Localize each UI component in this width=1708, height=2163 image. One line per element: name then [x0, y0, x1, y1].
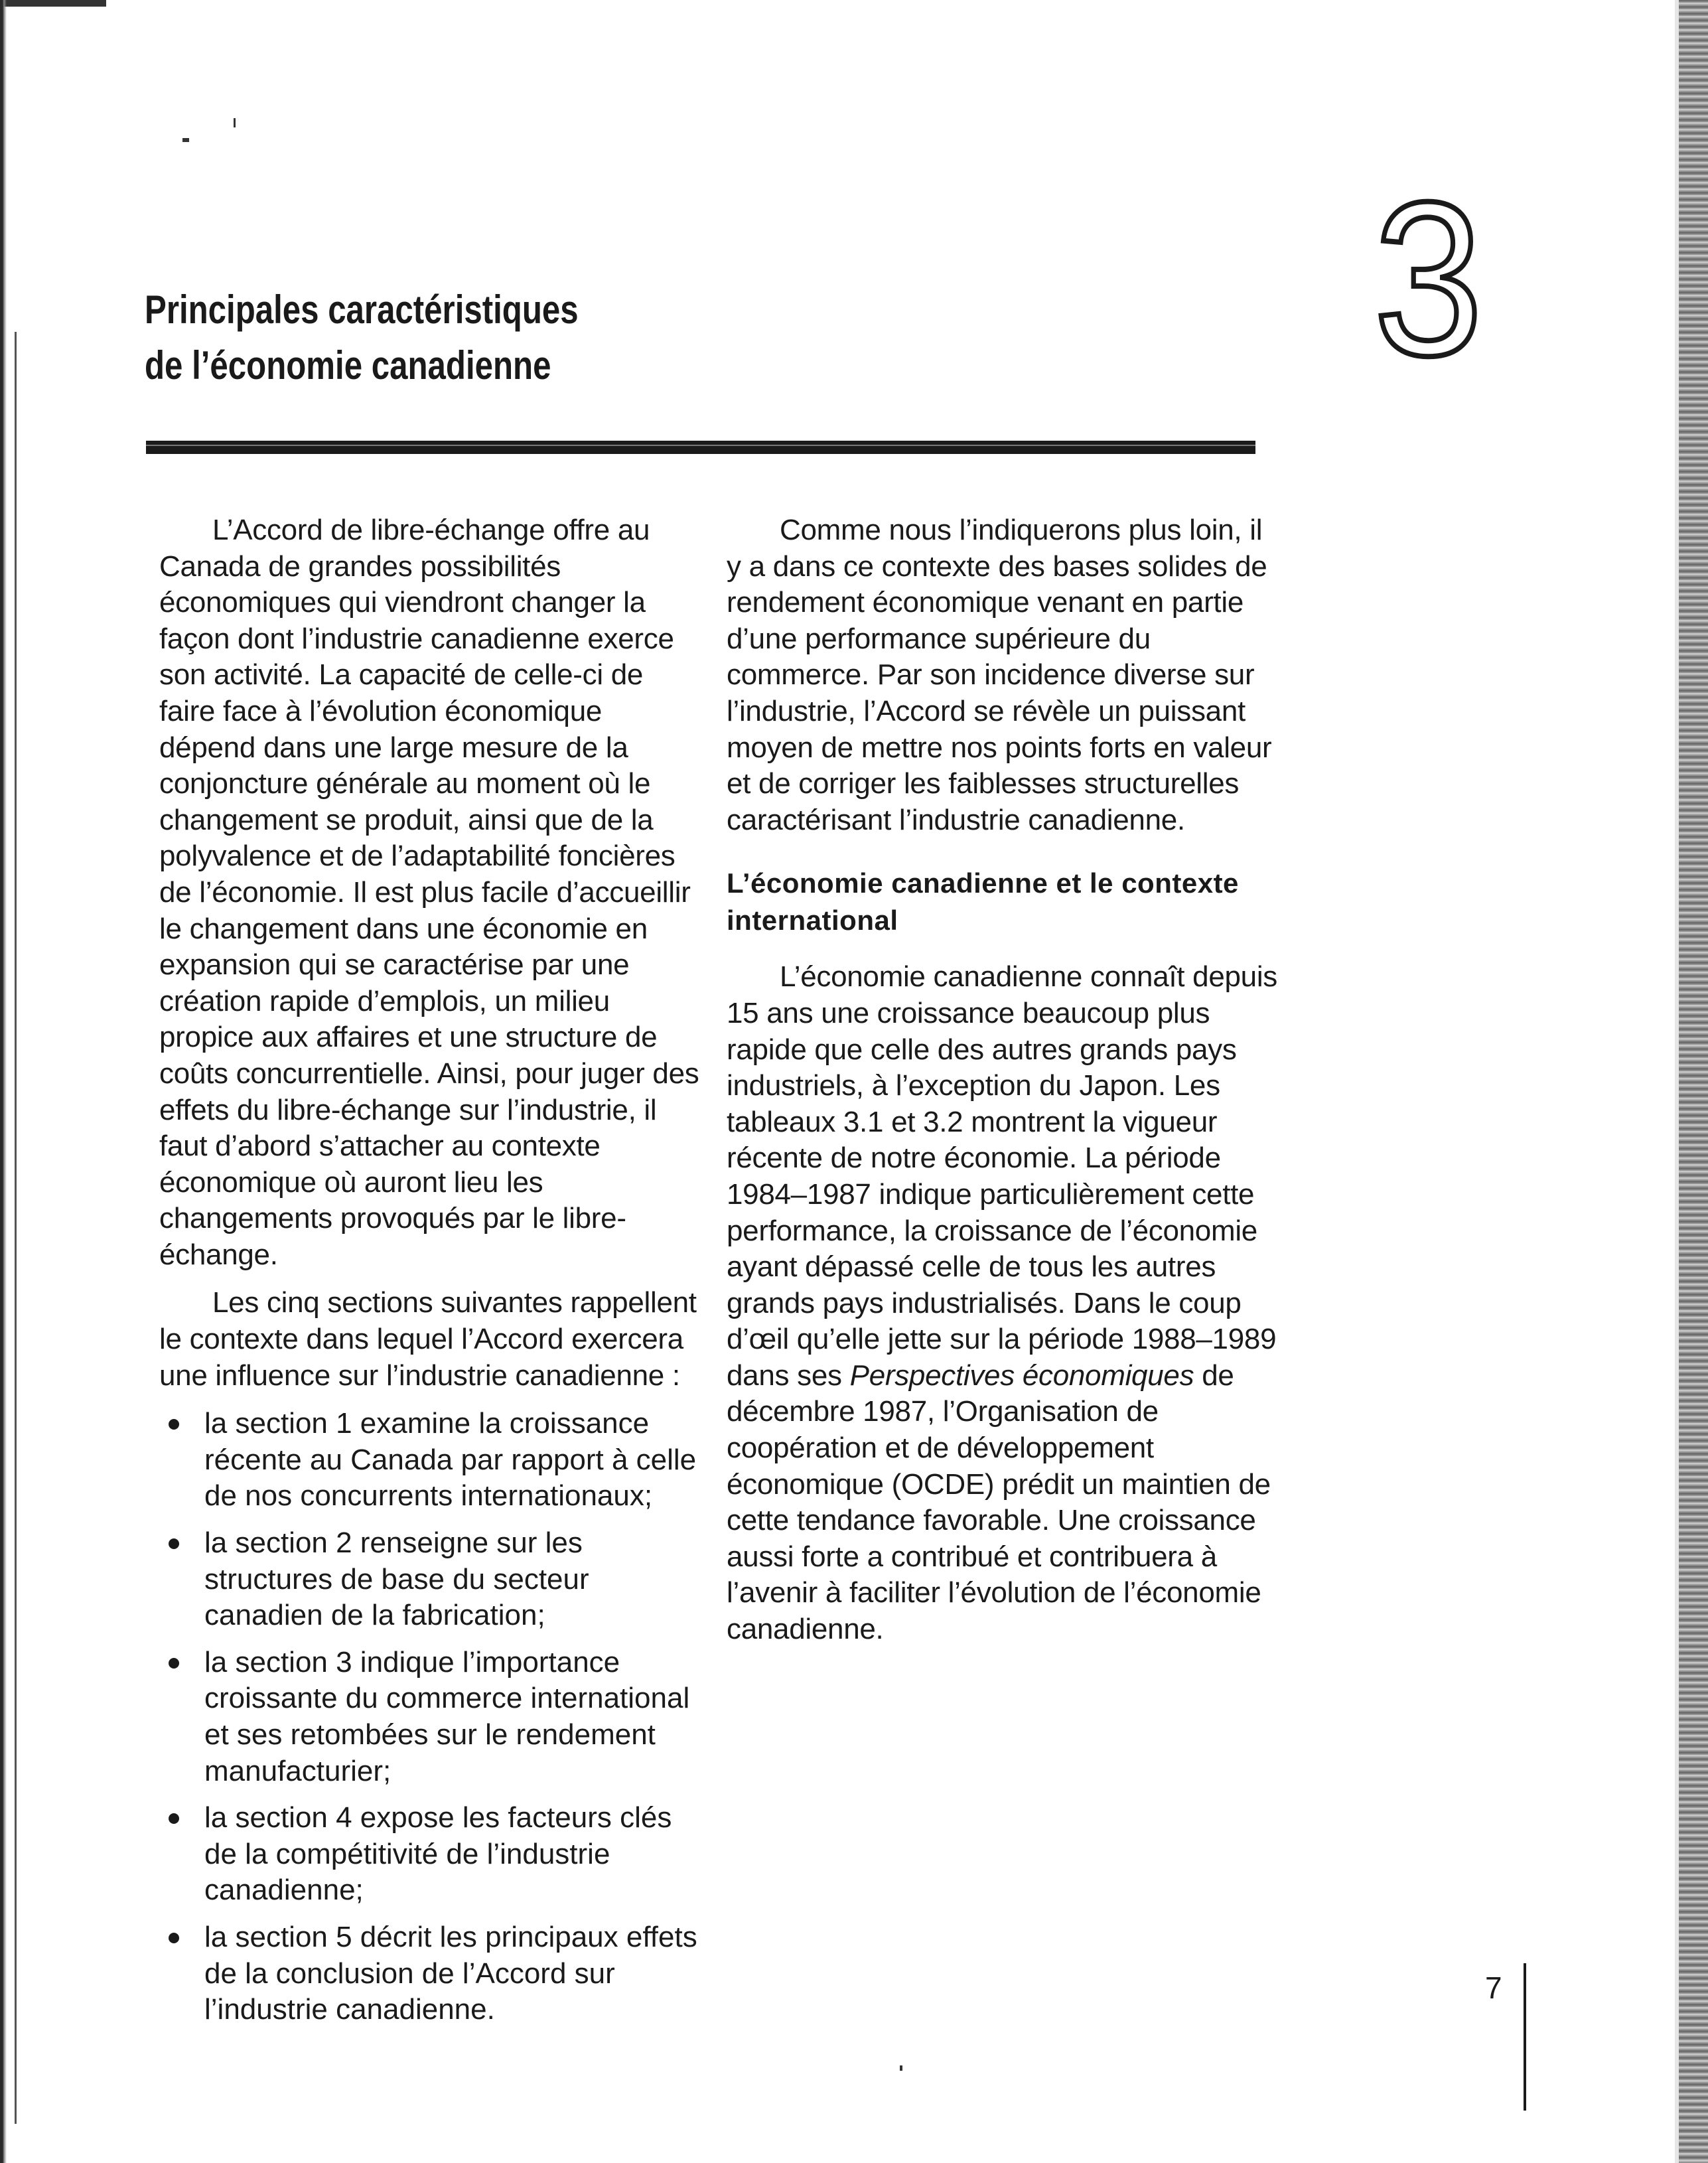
list-item: la section 1 examine la croissance récente au Canada par rapport à celle de nos concurrents internationaux; — [159, 1406, 700, 1515]
chapter-number: 3 — [1373, 156, 1484, 401]
scan-edge-top — [0, 0, 106, 7]
growth-text-start: L’économie canadienne connaît depuis 15 ans une croissance beaucoup plus rapide que celle des autres grands pays industriels, à l’exception du Japon. Les tableaux 3.1 et 3.2 montrent la vigueur récente de notre économie. La période 1984–1987 indique particulièrement cette performance, la croissance de l’économie ayant dépassé celle de tous les autres grands pays industrialisés. Dans le coup d’œil qu’elle jette sur la période 1988–1989 dans ses — [727, 960, 1278, 1392]
intro-paragraph: L’Accord de libre-échange offre au Canada de grandes possibilités économiques qui viendront changer la façon dont l’industrie canadienne exerce son activité. La capacité de celle-ci de faire face à l’évolution économique dépend dans une large mesure de la conjoncture générale au moment où le changement se produit, ainsi que de la polyvalence et de l’adaptabilité foncières de l’économie. Il est plus facile d’accueillir le changement dans une économie en expansion qui se caractérise par une création rapide d’emplois, un milieu propice aux affaires et une structure de coûts concurrentielle. Ainsi, pour juger des effets du libre-échange sur l’industrie, il faut d’abord s’attacher au contexte économique où auront lieu les changements provoqués par le libre-échange. — [159, 514, 699, 1271]
list-item: la section 2 renseigne sur les structures de base du secteur canadien de la fabrication; — [159, 1525, 700, 1634]
scan-speck — [900, 2065, 902, 2071]
context-paragraph: Comme nous l’indiquerons plus loin, il y a dans ce contexte des bases solides de rendement économique venant en partie d’une performance supérieure du commerce. Par son incidence diverse sur l’industrie, l’Accord se révèle un puissant moyen de mettre nos points forts en valeur et de corriger les faiblesses structurelles caractérisant l’industrie canadienne. — [727, 514, 1272, 836]
page-number-rule — [1524, 1963, 1526, 2111]
list-item: la section 3 indique l’importance croissante du commerce international et ses retombées sur le rendement manufacturier; — [159, 1645, 700, 1789]
scan-edge-left — [0, 0, 7, 2163]
scan-speck — [182, 138, 189, 142]
page-number: 7 — [1485, 1971, 1502, 2005]
sections-intro-paragraph: Les cinq sections suivantes rappellent le contexte dans lequel l’Accord exercera une influence sur l’industrie canadienne : — [159, 1286, 697, 1392]
publication-title: Perspectives économiques — [849, 1359, 1194, 1392]
list-item: la section 5 décrit les principaux effets de la conclusion de l’Accord sur l’industrie canadienne. — [159, 1919, 700, 2028]
scan-line-left — [15, 332, 17, 2124]
left-column — [159, 512, 700, 2039]
growth-text-end: de décembre 1987, l’Organisation de coopération et de développement économique (OCDE) prédit un maintien de cette tendance favorable. Une croissance aussi forte a contribué et contribuera à l’avenir à faciliter l’évolution de l’économie canadienne. — [727, 1359, 1271, 1646]
scan-edge-right — [1679, 0, 1708, 2163]
page-title — [145, 282, 579, 394]
section-heading: L’économie canadienne et le contexte international — [727, 867, 1239, 936]
header-rule — [146, 441, 1255, 454]
list-item: la section 4 expose les facteurs clés de la compétitivité de l’industrie canadienne; — [159, 1800, 700, 1909]
sections-list — [159, 1406, 700, 2028]
growth-paragraph — [727, 959, 1277, 1647]
scan-speck — [234, 118, 236, 127]
right-column — [727, 512, 1277, 1660]
title-line-1: Principales caractéristiques — [145, 287, 579, 332]
title-line-2: de l’économie canadienne — [145, 343, 551, 388]
